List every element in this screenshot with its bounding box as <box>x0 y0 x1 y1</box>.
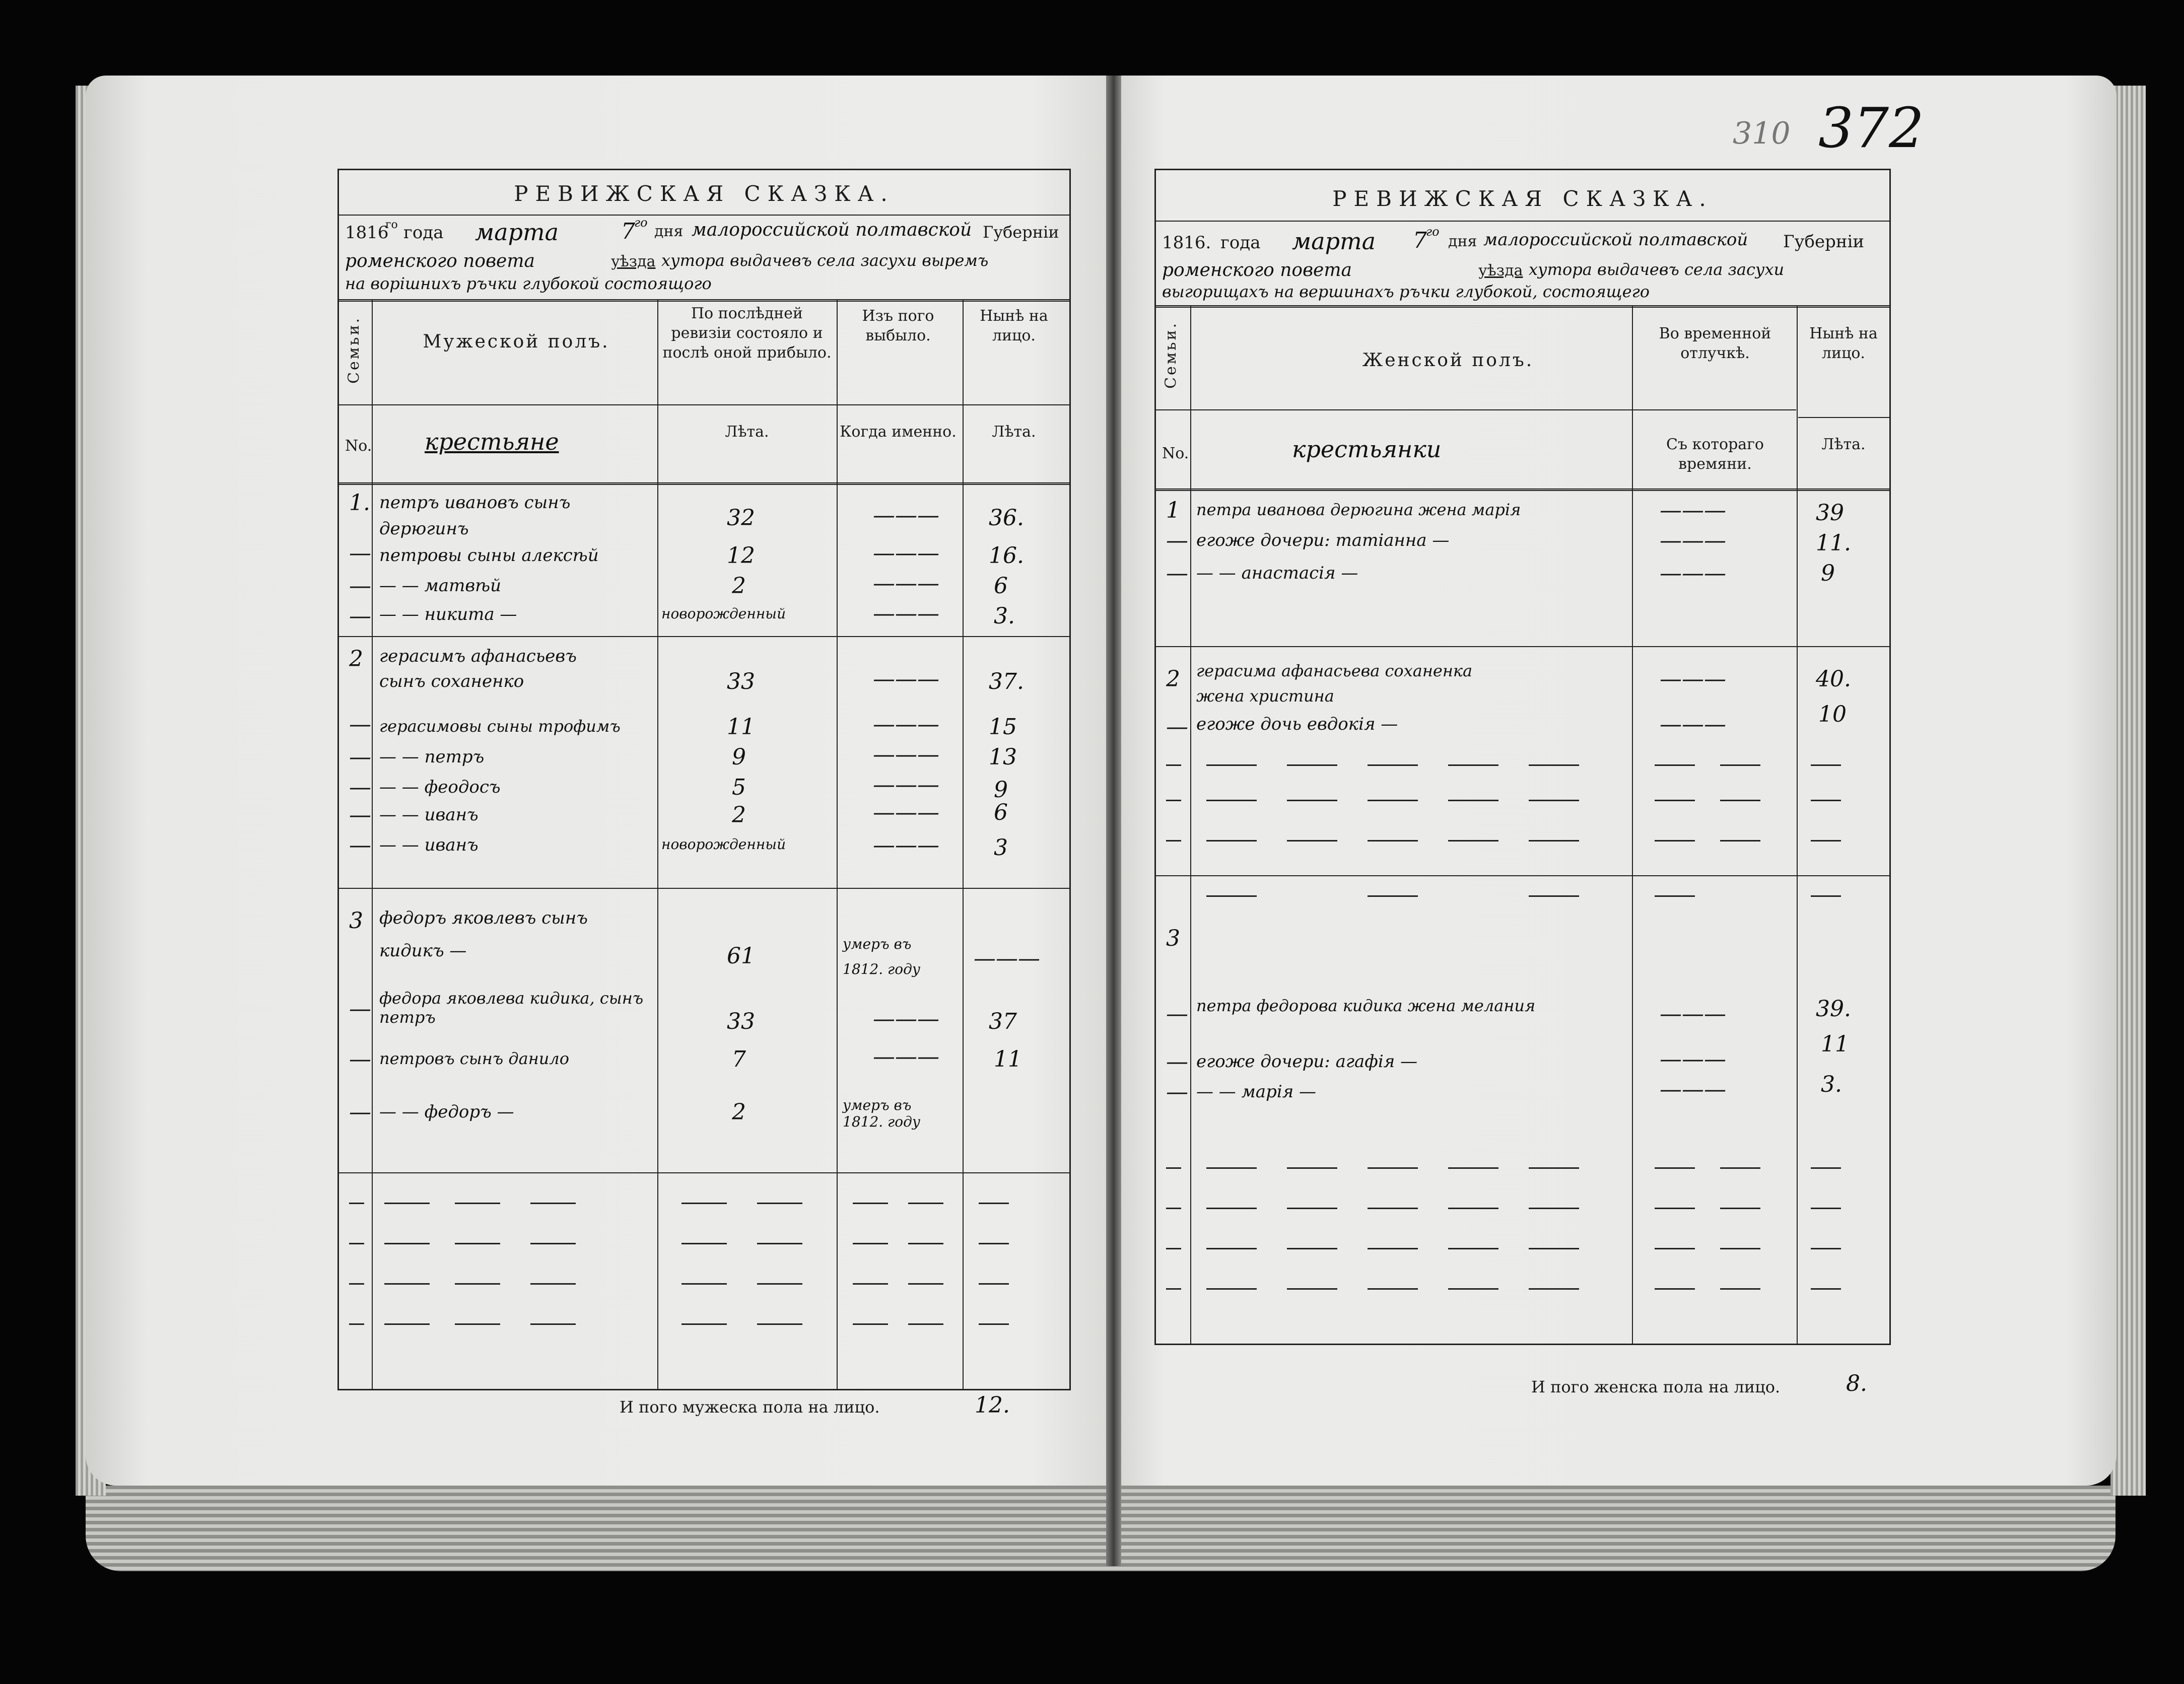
right-absent-header: Во временной отлучкѣ. <box>1659 325 1771 362</box>
left-no-header: No. <box>345 437 372 455</box>
left-sex-header: Мужеской полъ. <box>423 331 610 352</box>
right-sex-header: Женской полъ. <box>1362 350 1534 371</box>
left-total-value: 12. <box>975 1392 1010 1418</box>
right-estate-label: крестьянки <box>1292 436 1442 463</box>
right-form: РЕВИЖСКАЯ СКАЗКА. 1816. года марта 7 го дня малороссийской полтавской Губерніи роменского повета уѣзда хутора выдачевъ села засухи выгорищахъ на вершинахъ ръчки глубокой, состоящего Семьи. Женской полъ. Во временной отлучкѣ. Нынѣ на лицо. No. крестьянки Съ котораго времяни. Лѣта. 1 петра иванова дерюгина жена марія ——— 39 — егоже дочери: татіанна — ——— 11. — — — анастасія — ——— 9 2 герасима афанасьева соханенка ——— 40. жена христина — егоже дочь евдокія — ——— 10 3 — петра федорова кидика жена мелания ——— 39. — егоже дочери: агафія — ——— 11 — — — марія — ——— 3. <box>1154 169 1891 1345</box>
right-title: РЕВИЖСКАЯ СКАЗКА. <box>1332 186 1713 211</box>
left-title: РЕВИЖСКАЯ СКАЗКА. <box>514 181 895 206</box>
right-total-label: И пого женска пола на лицо. <box>1531 1377 1781 1396</box>
right-total-value: 8. <box>1846 1371 1867 1396</box>
right-no-header: No. <box>1162 445 1189 462</box>
left-total-label: И пого мужеска пола на лицо. <box>620 1397 880 1417</box>
right-present-header: Нынѣ на лицо. <box>1809 325 1878 362</box>
right-years-header: Лѣта. <box>1821 436 1866 453</box>
book-gutter <box>1106 76 1121 1566</box>
folio-number: 372 <box>1818 96 1924 160</box>
left-present-header: Нынѣ на лицо. <box>980 307 1048 344</box>
left-departed-header: Изъ пого выбыло. <box>862 307 934 344</box>
book-bottom-edge <box>86 1486 2115 1571</box>
left-form: РЕВИЖСКАЯ СКАЗКА. 1816 го года марта 7 го дня малороссийской полтавской Губерніи роменского повета уѣзда хутора выдачевъ села засухи выремъ на ворішнихъ ръчки глубокой состоящого Семьи. Мужеской полъ. По послѣдней ревизіи состояло и послѣ оной прибыло. Изъ пого выбыло. Нынѣ на лицо. No. крестьяне Лѣта. Когда именно. Лѣта. 1. петръ ивановъ сынъ 32 ——— 36. дерюгинъ — петровы сыны алексѣй 12 ——— 16. — — — матвѣй 2 ——— 6 — — — никита — новорожденный ——— 3. 2 герасимъ афанасьевъ 33 ——— 37. сынъ соханенко — герасимовы сыны трофимъ 11 ——— 15 — — — петръ 9 ——— 13 — — — феодосъ 5 ——— 9 — — — иванъ 2 ——— 6 — — — иванъ новорожденный ——— 3 3 федоръ яковлевъ сынъ 61 умеръ въ ——— кидикъ — 1812. году — федора яковлева кидика, сынъ петръ 33 ——— 37 — петровъ сынъ данило 7 ——— 11 — — — федоръ — 2 умеръ въ 1812. году <box>337 169 1071 1390</box>
left-last-revision-header: По послѣдней ревизіи состояло и послѣ оной прибыло. <box>662 305 832 362</box>
right-families-header: Семьи. <box>1162 321 1180 389</box>
left-years-header: Лѣта. <box>725 423 769 441</box>
right-since-header: Съ котораго времяни. <box>1666 436 1764 473</box>
left-estate-label: крестьяне <box>425 428 559 455</box>
left-when-header: Когда именно. <box>840 423 957 441</box>
left-years2-header: Лѣта. <box>992 423 1036 441</box>
left-families-header: Семьи. <box>345 316 363 384</box>
folio-secondary: 310 <box>1733 116 1791 151</box>
